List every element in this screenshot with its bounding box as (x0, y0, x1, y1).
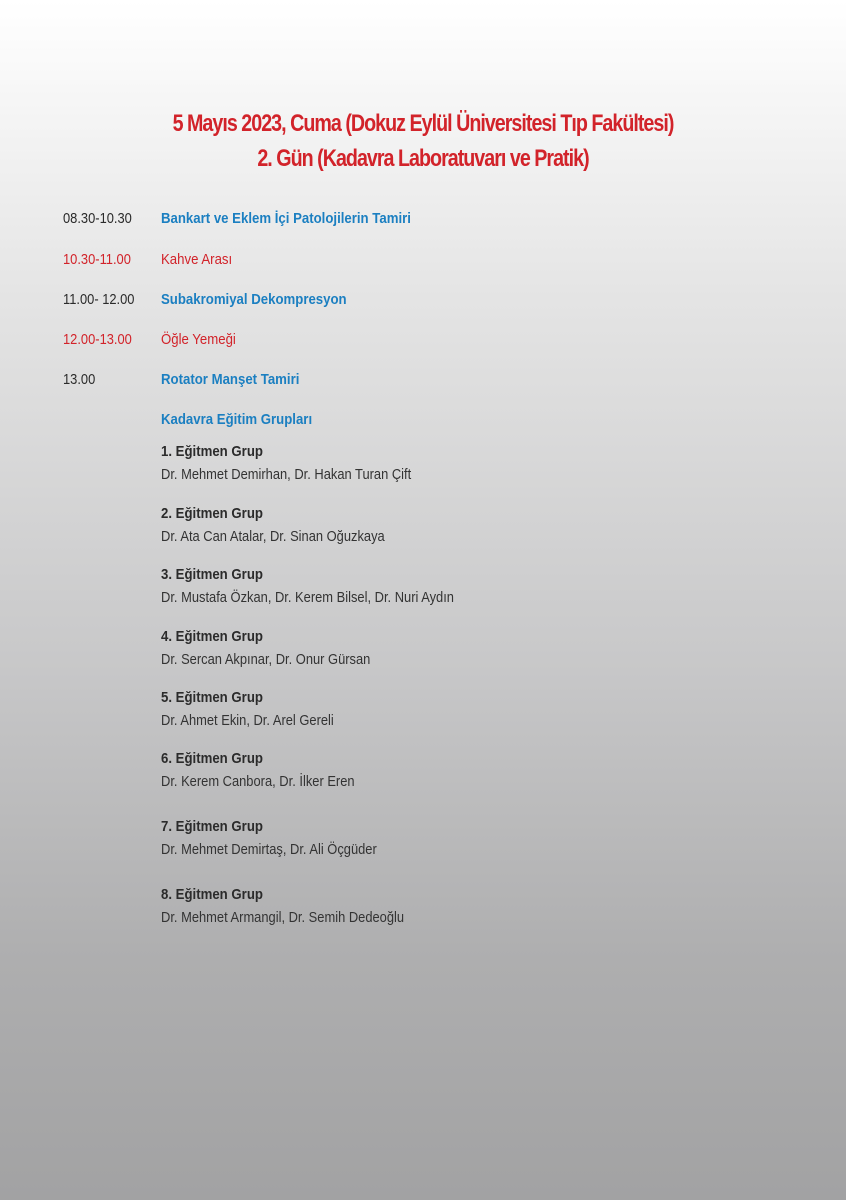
group-item (161, 627, 404, 671)
group-item (161, 504, 421, 548)
schedule-title: Bankart ve Eklem İçi Patolojilerin Tamiri (161, 210, 411, 227)
group-name: 6. Eğitmen Grup (161, 750, 263, 767)
group-members: Dr. Mehmet Demirhan, Dr. Hakan Turan Çift (161, 466, 412, 483)
schedule-title: Öğle Yemeği (161, 331, 236, 348)
group-item (161, 885, 444, 929)
schedule-time: 11.00- 12.00 (63, 291, 135, 308)
group-members: Dr. Mustafa Özkan, Dr. Kerem Bilsel, Dr. Nuri Aydın (161, 589, 454, 606)
schedule-time: 08.30-10.30 (63, 210, 132, 227)
schedule-title: Rotator Manşet Tamiri (161, 371, 300, 388)
groups-heading: Kadavra Eğitim Grupları (161, 411, 313, 428)
page-title-day: 2. Gün (Kadavra Laboratuvarı ve Pratik) (257, 145, 589, 172)
group-name: 4. Eğitmen Grup (161, 628, 263, 645)
group-name: 1. Eğitmen Grup (161, 443, 263, 460)
group-members: Dr. Ata Can Atalar, Dr. Sinan Oğuzkaya (161, 528, 385, 545)
group-item (161, 749, 386, 793)
group-name: 2. Eğitmen Grup (161, 505, 263, 522)
group-item (161, 688, 362, 732)
schedule-time: 12.00-13.00 (63, 331, 132, 348)
group-name: 8. Eğitmen Grup (161, 886, 263, 903)
group-item (161, 817, 412, 861)
group-name: 7. Eğitmen Grup (161, 818, 263, 835)
group-members: Dr. Mehmet Armangil, Dr. Semih Dedeoğlu (161, 909, 405, 926)
group-members: Dr. Kerem Canbora, Dr. İlker Eren (161, 773, 355, 790)
group-name: 5. Eğitmen Grup (161, 689, 263, 706)
schedule-title: Kahve Arası (161, 251, 233, 268)
group-item (161, 442, 452, 486)
group-item (161, 565, 502, 609)
schedule-time: 10.30-11.00 (63, 251, 131, 268)
group-name: 3. Eğitmen Grup (161, 566, 263, 583)
page-title-date: 5 Mayıs 2023, Cuma (Dokuz Eylül Üniversitesi Tıp Fakültesi) (172, 110, 674, 137)
schedule-time: 13.00 (63, 371, 96, 388)
group-members: Dr. Ahmet Ekin, Dr. Arel Gereli (161, 712, 334, 729)
group-members: Dr. Mehmet Demirtaş, Dr. Ali Öçgüder (161, 841, 377, 858)
group-members: Dr. Sercan Akpınar, Dr. Onur Gürsan (161, 651, 371, 668)
schedule-title: Subakromiyal Dekompresyon (161, 291, 347, 308)
